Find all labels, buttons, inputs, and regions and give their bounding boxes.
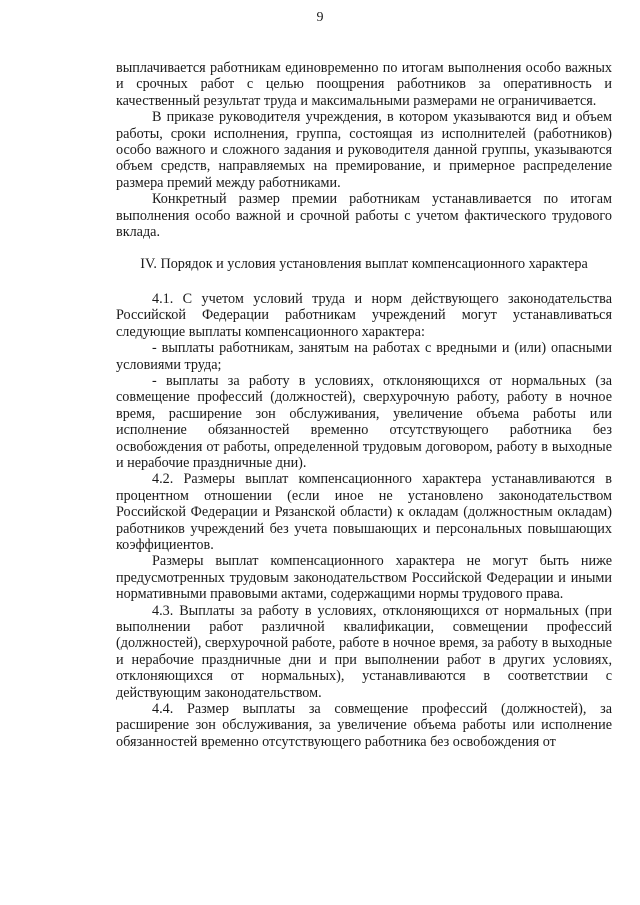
section-heading-iv: IV. Порядок и условия установления выплат компенсационного характера <box>140 256 588 273</box>
paragraph-4-4: 4.4. Размер выплаты за совмещение профессий (должностей), за расширение зон обслуживания, за увеличение объема работы или исполнение обязанностей временно отсутствующего работника без освобождения от <box>116 701 612 750</box>
paragraph-bonus-amount: Конкретный размер премии работникам устанавливается по итогам выполнения особо важной и срочной работы с учетом фактического трудового вклада. <box>116 191 612 241</box>
list-item-abnormal-conditions: - выплаты за работу в условиях, отклоняющихся от нормальных (за совмещение профессий (должностей), сверхурочную работу, работу в ночное время, расширение зон обслуживания, увеличение объема работы или исполнение обязанностей временно отсутствующего работника без освобождения от работы, определенной трудовым договором, работу в выходные и нерабочие праздничные дни). <box>116 372 612 471</box>
paragraph-bonus-continuation: выплачивается работникам единовременно по итогам выполнения особо важных и срочных работ с целью поощрения работников за оперативность и качественный результат труда и максимальными размерами не ограничивается. <box>116 60 612 109</box>
paragraph-4-2: 4.2. Размеры выплат компенсационного характера устанавливаются в процентном отношении (если иное не установлено законодательством Российской Федерации и Рязанской области) к окладам (должностным окладам) работников учреждений без учета повышающих и персональных повышающих коэффициентов. <box>116 471 612 553</box>
list-item-harmful-conditions: - выплаты работникам, занятым на работах с вредными и (или) опасными условиями труда; <box>116 340 612 373</box>
page-number: 9 <box>316 10 324 25</box>
paragraph-4-2-limits: Размеры выплат компенсационного характера не могут быть ниже предусмотренных трудовым законодательством Российской Федерации и иными нормативными правовыми актами, содержащими нормы трудового права. <box>116 553 612 603</box>
paragraph-4-3: 4.3. Выплаты за работу в условиях, отклоняющихся от нормальных (при выполнении работ различной квалификации, совмещении профессий (должностей), сверхурочной работе, работе в ночное время, за работу в выходные и нерабочие праздничные дни и при выполнении работ в других условиях, отклоняющихся от нормальных), устанавливаются в соответствии с действующим законодательством. <box>116 602 612 701</box>
paragraph-order-content: В приказе руководителя учреждения, в котором указываются вид и объем работы, сроки исполнения, группа, состоящая из исполнителей (работников) особо важного и сложного задания и руководителя данной группы, указываются объем средств, направляемых на премирование, и примерное распределение размера премий между работниками. <box>116 109 612 191</box>
paragraph-4-1: 4.1. С учетом условий труда и норм действующего законодательства Российской Федерации работникам учреждений могут устанавливаться следующие выплаты компенсационного характера: <box>116 290 612 340</box>
document-body <box>116 60 612 750</box>
